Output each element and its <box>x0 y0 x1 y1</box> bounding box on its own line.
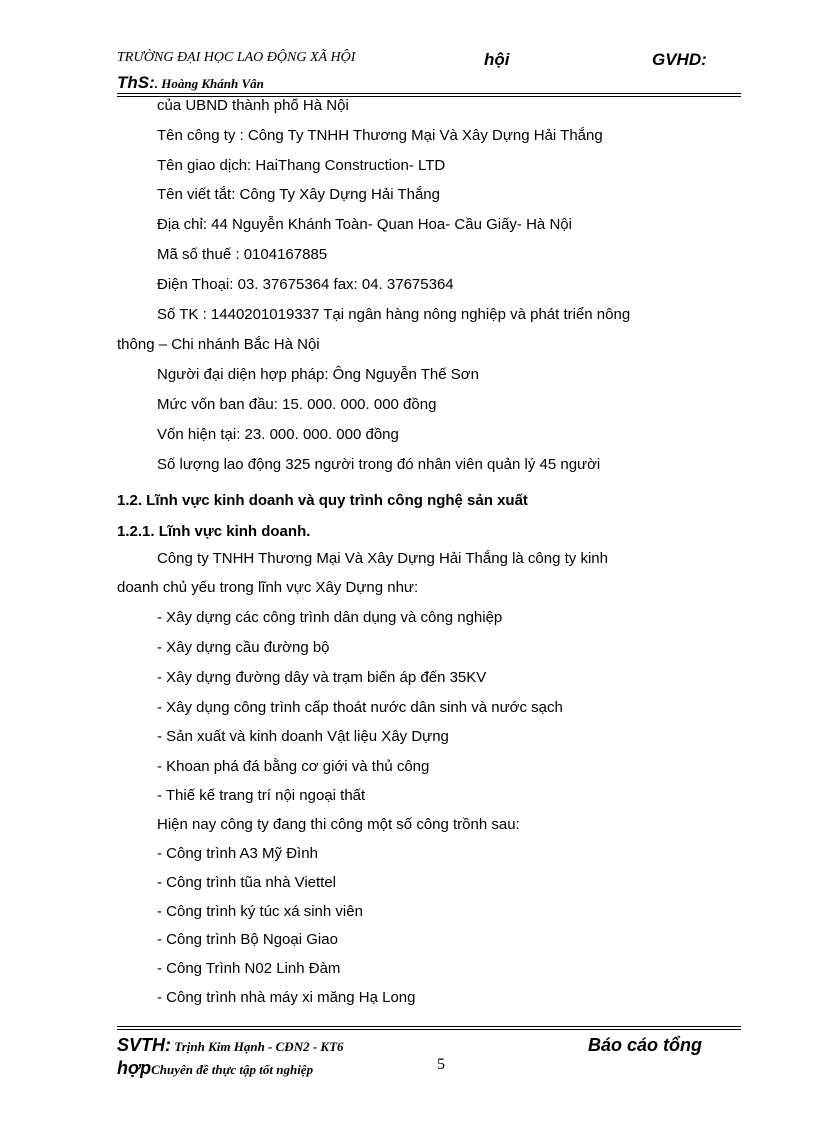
text-line: Tên viết tắt: Công Ty Xây Dựng Hải Thắng <box>157 186 440 203</box>
text-line: Tên giao dịch: HaiThang Construction- LTD <box>157 157 446 174</box>
header-word: hội <box>484 50 510 69</box>
text-line: Số lượng lao động 325 người trong đó nhân viên quản lý 45 người <box>157 456 601 473</box>
text-line: thông – Chi nhánh Bắc Hà Nội <box>117 336 320 353</box>
report-subtitle <box>117 1058 313 1079</box>
page-number: 5 <box>437 1056 445 1073</box>
list-item: - Khoan phá đá bằng cơ giới và thủ công <box>157 758 430 775</box>
text-line: Địa chỉ: 44 Nguyễn Khánh Toàn- Quan Hoa- Cầu Giấy- Hà Nội <box>157 216 572 233</box>
supervisor-name: . Hoàng Khánh Vân <box>154 76 264 91</box>
text-line: Tên công ty : Công Ty TNHH Thương Mại Và Xây Dựng Hải Thắng <box>157 127 603 144</box>
list-item: - Công trình ký túc xá sinh viên <box>157 903 363 920</box>
text-line: Vốn hiện tại: 23. 000. 000. 000 đồng <box>157 426 399 443</box>
list-item: - Công trình A3 Mỹ Đình <box>157 845 318 862</box>
hop-word: hợp <box>117 1058 152 1078</box>
text-line: doanh chủ yếu trong lĩnh vực Xây Dựng như: <box>117 579 419 596</box>
list-item: - Sản xuất và kinh doanh Vật liệu Xây Dựng <box>157 728 449 745</box>
footer-rule-1 <box>117 1026 741 1027</box>
text-line: Người đại diện hợp pháp: Ông Nguyễn Thế Sơn <box>157 366 479 383</box>
text-line: Mức vốn ban đầu: 15. 000. 000. 000 đồng <box>157 396 437 413</box>
student-name: Trịnh Kim Hạnh - CĐN2 - KT6 <box>171 1039 344 1054</box>
list-item: - Xây dựng các công trình dân dụng và công nghiệp <box>157 609 503 626</box>
svth-label: SVTH: <box>117 1035 171 1055</box>
list-item: - Xây dụng công trình cấp thoát nước dân sinh và nước sạch <box>157 699 563 716</box>
school-name: TRƯỜNG ĐẠI HỌC LAO ĐỘNG XÃ HỘI <box>117 50 356 65</box>
text-line: Mã số thuế : 0104167885 <box>157 246 328 263</box>
text-line: của UBND thành phố Hà Nội <box>157 97 349 114</box>
list-item: - Công trình tũa nhà Viettel <box>157 874 337 891</box>
text-line: Số TK : 1440201019337 Tại ngân hàng nông nghiệp và phát triển nông <box>157 306 631 323</box>
section-heading: 1.2. Lĩnh vực kinh doanh và quy trình công nghệ sản xuất <box>117 492 528 509</box>
text-line: Điện Thoại: 03. 37675364 fax: 04. 37675364 <box>157 276 454 293</box>
list-item: - Công Trình N02 Linh Đàm <box>157 960 341 977</box>
subtitle-text: Chuyên đề thực tập tốt nghiệp <box>151 1062 314 1077</box>
header-rule-1 <box>117 93 741 94</box>
list-item: - Xây dựng cầu đường bộ <box>157 639 330 656</box>
ths-label: ThS: <box>117 73 155 92</box>
text-line: Công ty TNHH Thương Mại Và Xây Dựng Hải Thắng là công ty kinh <box>157 550 608 567</box>
subsection-heading: 1.2.1. Lĩnh vực kinh doanh. <box>117 523 311 540</box>
supervisor <box>117 73 264 93</box>
student-info <box>117 1035 344 1056</box>
text-line: Hiện nay công ty đang thi công một số công trồnh sau: <box>157 816 520 833</box>
list-item: - Công trình Bộ Ngoại Giao <box>157 931 338 948</box>
gvhd-label: GVHD: <box>652 50 707 69</box>
list-item: - Xây dựng đường dây và trạm biến áp đến 35KV <box>157 669 487 686</box>
list-item: - Công trình nhà máy xi măng Hạ Long <box>157 989 416 1006</box>
footer-rule-2 <box>117 1029 741 1030</box>
list-item: - Thiế kế trang trí nội ngoại thất <box>157 787 366 804</box>
report-title: Báo cáo tổng <box>588 1035 703 1055</box>
